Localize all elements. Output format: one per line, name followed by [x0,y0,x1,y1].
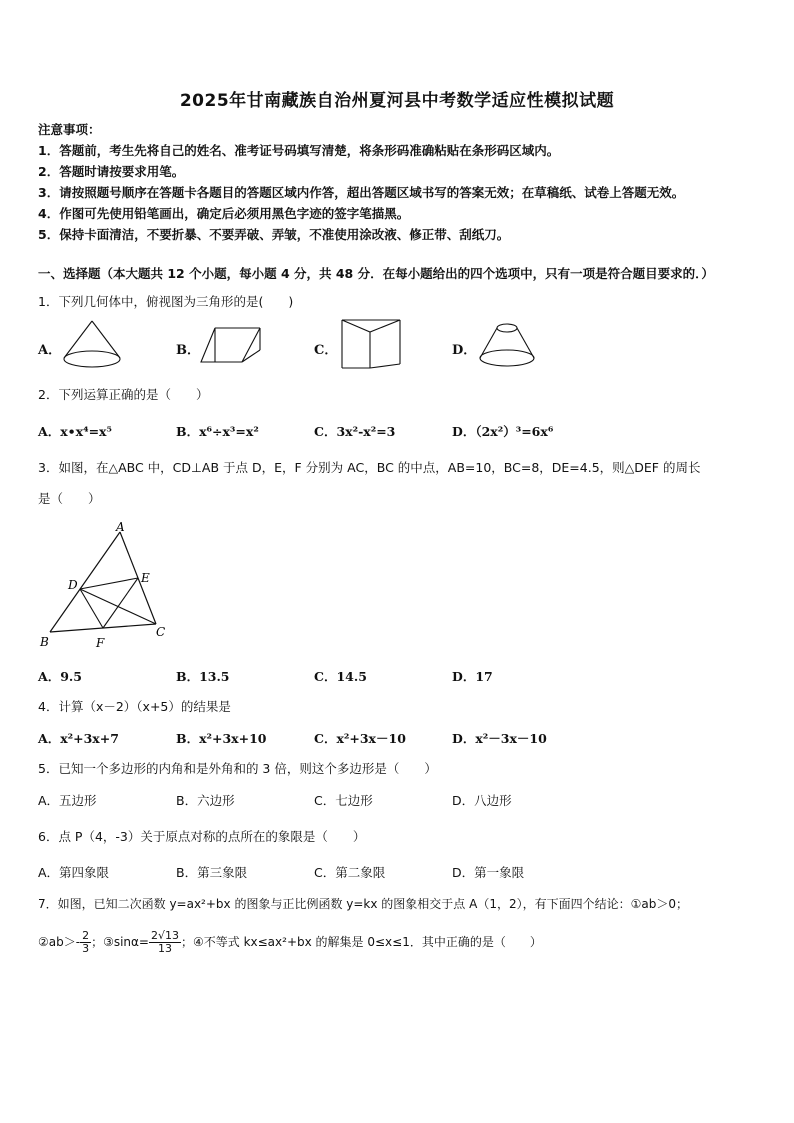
q2-option-b: B．x⁶÷x³=x² [176,424,259,439]
vertex-e-label: E [141,571,150,585]
notice-item: 3．请按照题号顺序在答题卡各题目的答题区域内作答，超出答题区域书写的答案无效；在草稿纸、试卷上答题无效。 [38,185,685,200]
question-4-stem: 4．计算（x－2）（x+5）的结果是 [38,699,231,714]
q3-option-b: B．13.5 [176,669,230,684]
q2-option-d: D．（2x²）³=6x⁶ [452,424,554,439]
q2-option-a: A．x•x⁴=x⁵ [38,424,112,439]
q5-option-a: A．五边形 [38,793,97,808]
question-3-stem-line2: 是（ ） [38,491,101,506]
q7-conclusion-2-text: ②ab＞- [38,935,81,949]
notice-item: 4．作图可先使用铅笔画出，确定后必须用黑色字迹的签字笔描黑。 [38,206,410,221]
q5-option-d: D．八边形 [452,793,512,808]
fraction-numerator: 2 [82,929,90,942]
q6-option-b: B．第三象限 [176,865,248,880]
vertex-a-label: A [116,520,125,534]
question-2-stem: 2．下列运算正确的是（ ） [38,387,209,402]
notice-item: 5．保持卡面清洁，不要折暴、不要弄破、弄皱，不准使用涂改液、修正带、刮纸刀。 [38,227,510,242]
notice-item: 1．答题前，考生先将自己的姓名、准考证号码填写清楚，将条形码准确粘贴在条形码区域内。 [38,143,560,158]
notice-heading: 注意事项： [38,122,101,137]
q1-option-a-label: A． [38,343,62,358]
question-3-stem-line1: 3．如图，在△ABC 中，CD⊥AB 于点 D，E，F 分别为 AC，BC 的中点，AB=10，BC=8，DE=4.5，则△DEF 的周长 [38,460,701,475]
q7-conclusion-4-text: ；④不等式 kx≤ax²+bx 的解集是 0≤x≤1．其中正确的是（ ） [181,935,542,949]
q6-option-c: C．第二象限 [314,865,386,880]
question-7-stem-line1: 7．如图，已知二次函数 y=ax²+bx 的图象与正比例函数 y=kx 的图象相交于点 A（1，2），有下面四个结论：①ab＞0； [38,897,688,911]
question-7-stem-line2 [38,930,542,955]
q5-option-b: B．六边形 [176,793,235,808]
question-5-stem: 5．已知一个多边形的内角和是外角和的 3 倍，则这个多边形是（ ） [38,761,437,776]
vertex-c-label: C [156,625,166,639]
q6-option-a: A．第四象限 [38,865,110,880]
q3-option-d: D．17 [452,669,493,684]
fraction-sin-alpha [149,930,181,955]
fraction-denominator: 13 [157,942,172,955]
section-heading: 一、选择题（本大题共 12 个小题，每小题 4 分，共 48 分．在每小题给出的四个选项中，只有一项是符合题目要求的．） [38,266,714,281]
q6-option-d: D．第一象限 [452,865,525,880]
q4-option-d: D．x²－3x－10 [452,731,547,746]
cone-icon [60,318,124,372]
vertex-f-label: F [96,636,105,650]
q1-option-c-label: C． [314,343,338,358]
triangular-prism-upright-icon [338,316,404,372]
q1-option-b-label: B． [176,343,200,358]
page-title: 2025年甘南藏族自治州夏河县中考数学适应性模拟试题 [179,91,615,111]
frustum-icon [476,320,538,370]
notice-item: 2．答题时请按要求用笔。 [38,164,185,179]
triangle-figure [36,518,176,652]
q5-option-c: C．七边形 [314,793,373,808]
q4-option-c: C．x²+3x－10 [314,731,406,746]
q3-option-c: C．14.5 [314,669,367,684]
fraction-numerator: 2√13 [150,929,179,942]
q4-option-b: B．x²+3x+10 [176,731,267,746]
triangular-prism-icon [196,320,266,368]
question-6-stem: 6．点 P（4，-3）关于原点对称的点所在的象限是（ ） [38,829,366,844]
q7-conclusion-3-text: ；③sinα= [91,935,149,949]
q1-option-d-label: D． [452,343,477,358]
q4-option-a: A．x²+3x+7 [38,731,119,746]
question-1-stem: 1．下列几何体中，俯视图为三角形的是( ) [38,294,294,309]
vertex-b-label: B [40,635,49,649]
fraction-two-thirds [80,930,91,955]
q2-option-c: C．3x²-x²=3 [314,424,396,439]
fraction-denominator: 3 [82,942,90,955]
vertex-d-label: D [68,578,78,592]
q3-option-a: A．9.5 [38,669,82,684]
